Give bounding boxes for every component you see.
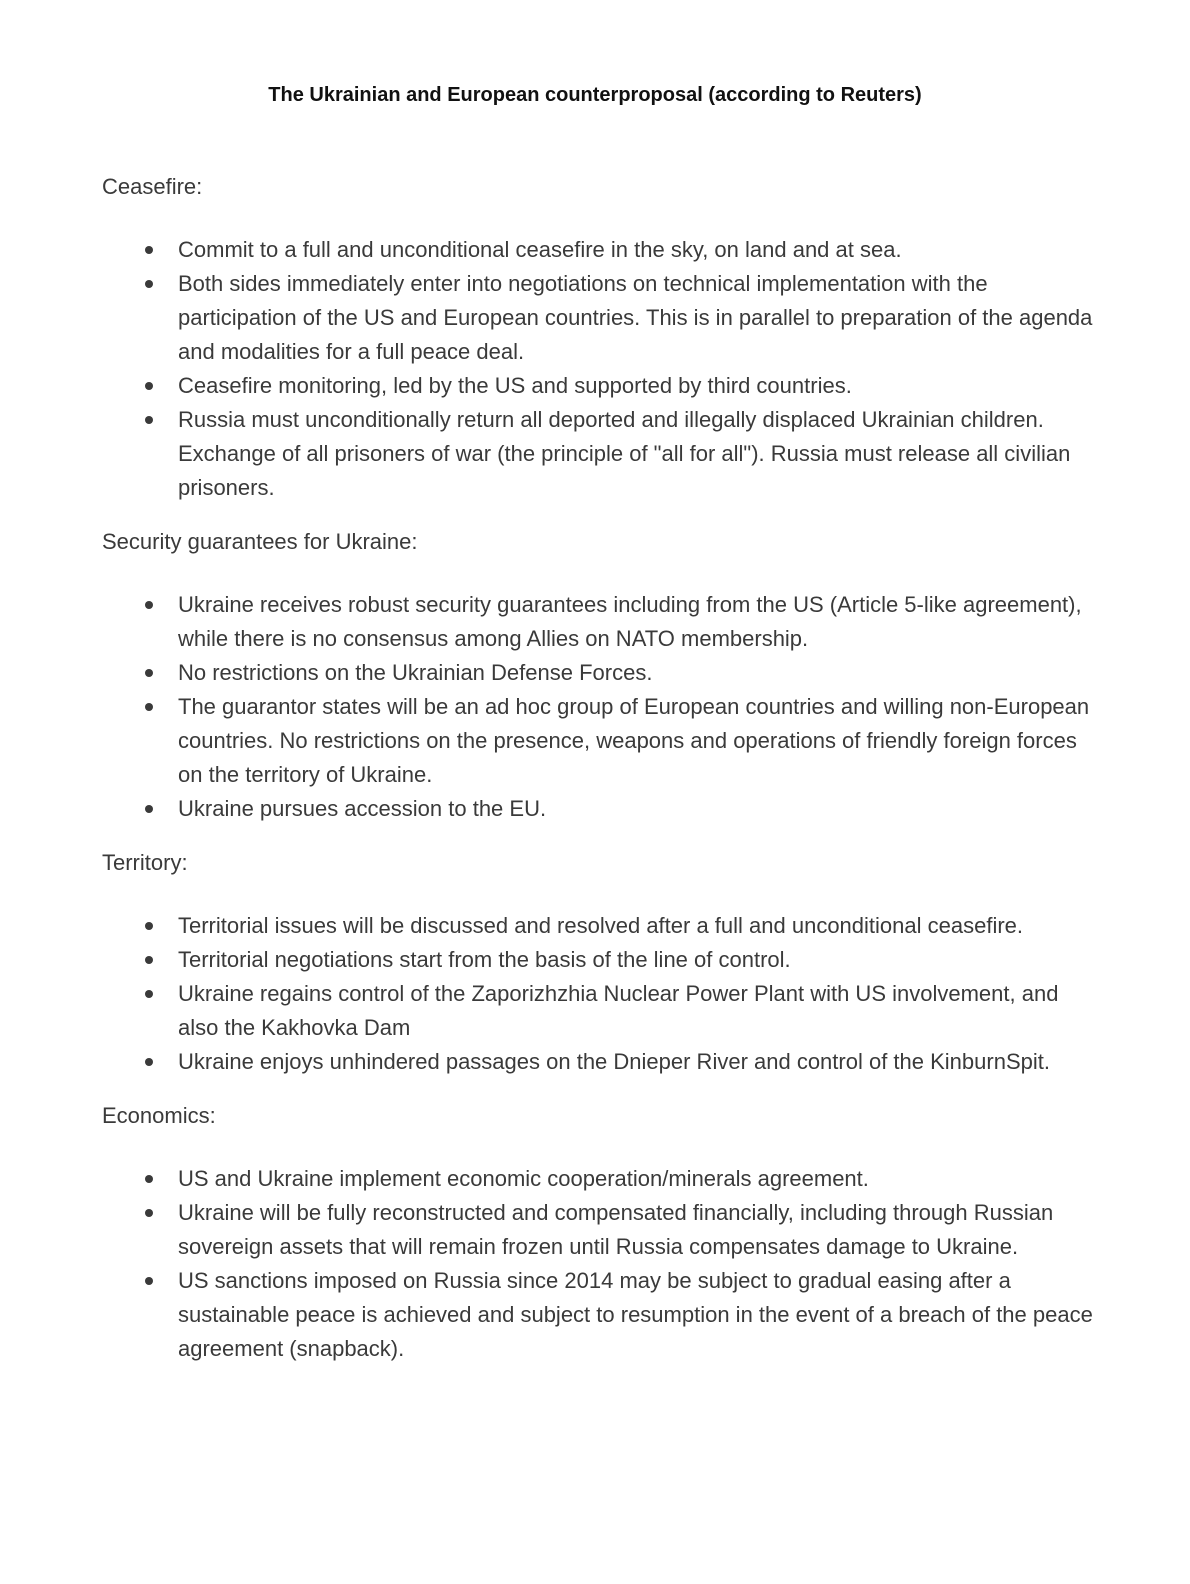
list-item bbox=[178, 792, 1103, 826]
list-item-text: Ukraine enjoys unhindered passages on the Dnieper River and control of the KinburnSpit. bbox=[178, 1049, 1050, 1074]
list-item bbox=[178, 403, 1103, 505]
bullet-icon bbox=[145, 246, 153, 254]
bullet-icon bbox=[145, 922, 153, 930]
list-item bbox=[178, 909, 1103, 943]
list-item bbox=[178, 1045, 1103, 1079]
document-title: The Ukrainian and European counterproposal (according to Reuters) bbox=[268, 84, 922, 106]
list-item-text: The guarantor states will be an ad hoc group of European countries and willing non-European countries. No restrictions on the presence, weapons and operations of friendly foreign forces on the territory of Ukraine. bbox=[178, 694, 1090, 787]
bullet-icon bbox=[145, 805, 153, 813]
bullet-list bbox=[102, 909, 1103, 1079]
bullet-icon bbox=[145, 1209, 153, 1217]
list-item-text: Both sides immediately enter into negotiations on technical implementation with the participation of the US and European countries. This is in parallel to preparation of the agenda and modalities for a full peace deal. bbox=[178, 271, 1093, 364]
bullet-icon bbox=[145, 990, 153, 998]
list-item bbox=[178, 656, 1103, 690]
list-item-text: Ukraine receives robust security guarantees including from the US (Article 5-like agreement), while there is no consensus among Allies on NATO membership. bbox=[178, 592, 1082, 651]
list-item bbox=[178, 943, 1103, 977]
list-item-text: Commit to a full and unconditional ceasefire in the sky, on land and at sea. bbox=[178, 237, 902, 262]
bullet-list bbox=[102, 588, 1103, 826]
list-item-text: Territorial negotiations start from the basis of the line of control. bbox=[178, 947, 791, 972]
list-item-text: US and Ukraine implement economic cooperation/minerals agreement. bbox=[178, 1166, 869, 1191]
section-heading: Security guarantees for Ukraine: bbox=[102, 529, 418, 554]
bullet-icon bbox=[145, 382, 153, 390]
section-heading: Territory: bbox=[102, 850, 188, 875]
bullet-icon bbox=[145, 1277, 153, 1285]
bullet-icon bbox=[145, 669, 153, 677]
bullet-icon bbox=[145, 703, 153, 711]
list-item-text: Territorial issues will be discussed and resolved after a full and unconditional ceasefire. bbox=[178, 913, 1024, 938]
bullet-list bbox=[102, 1162, 1103, 1366]
bullet-icon bbox=[145, 280, 153, 288]
list-item bbox=[178, 267, 1103, 369]
bullet-icon bbox=[145, 956, 153, 964]
list-item-text: US sanctions imposed on Russia since 2014 may be subject to gradual easing after a sustainable peace is achieved and subject to resumption in the event of a breach of the peace agreement (snapback). bbox=[178, 1268, 1093, 1361]
list-item-text: Russia must unconditionally return all deported and illegally displaced Ukrainian children. Exchange of all prisoners of war (the principle of "all for all"). Russia must release all civilian prisoners. bbox=[178, 407, 1071, 500]
list-item-text: Ukraine regains control of the Zaporizhzhia Nuclear Power Plant with US involvement, and also the Kakhovka Dam bbox=[178, 981, 1059, 1040]
section-heading: Economics: bbox=[102, 1103, 216, 1128]
bullet-list bbox=[102, 233, 1103, 505]
list-item bbox=[178, 369, 1103, 403]
list-item bbox=[178, 1162, 1103, 1196]
list-item bbox=[178, 1264, 1103, 1366]
list-item bbox=[178, 233, 1103, 267]
list-item bbox=[178, 690, 1103, 792]
list-item-text: Ceasefire monitoring, led by the US and supported by third countries. bbox=[178, 373, 852, 398]
bullet-icon bbox=[145, 416, 153, 424]
list-item bbox=[178, 1196, 1103, 1264]
document-body bbox=[102, 170, 1102, 1386]
bullet-icon bbox=[145, 1058, 153, 1066]
list-item-text: Ukraine will be fully reconstructed and compensated financially, including through Russian sovereign assets that will remain frozen until Russia compensates damage to Ukraine. bbox=[178, 1200, 1054, 1259]
list-item bbox=[178, 977, 1103, 1045]
list-item bbox=[178, 588, 1103, 656]
bullet-icon bbox=[145, 601, 153, 609]
section-heading: Ceasefire: bbox=[102, 174, 203, 199]
list-item-text: No restrictions on the Ukrainian Defense Forces. bbox=[178, 660, 653, 685]
bullet-icon bbox=[145, 1175, 153, 1183]
list-item-text: Ukraine pursues accession to the EU. bbox=[178, 796, 547, 821]
